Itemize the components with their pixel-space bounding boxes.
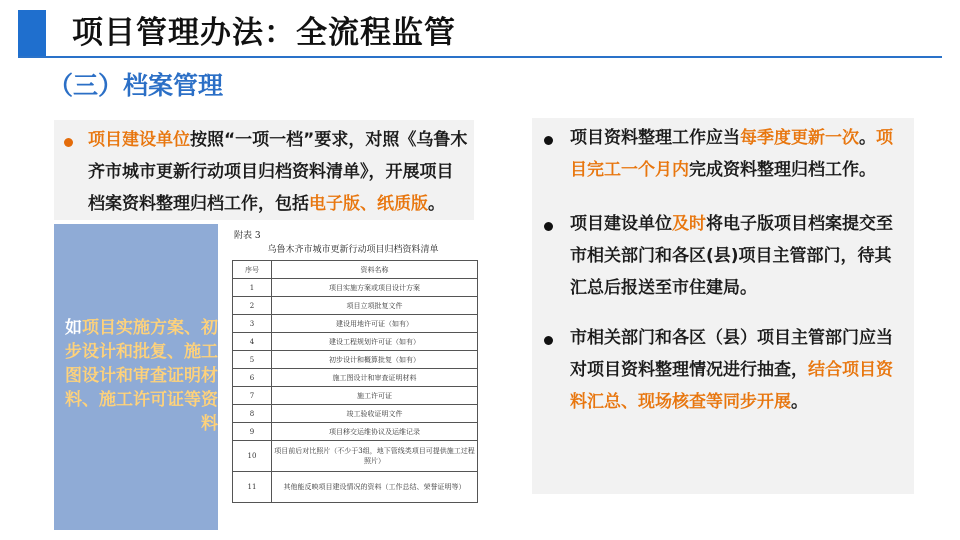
table-row [233,333,478,351]
row-item-name: 初步设计和概算批复（如有） [272,351,478,369]
row-number: 3 [233,315,272,333]
row-item-name: 项目前后对比照片（不少于3组，地下管线类项目可提供施工过程照片） [272,441,478,472]
table-row [233,315,478,333]
title-accent-bar [18,10,46,56]
table-header-cell: 资料名称 [272,261,478,279]
bullet-dot-icon [544,336,553,345]
row-number: 11 [233,472,272,503]
highlight-text: 结合项目资料汇总、现场核查等同步开展 [570,360,893,412]
row-item-name: 项目实施方案或项目设计方案 [272,279,478,297]
row-number: 10 [233,441,272,472]
row-item-name: 建设工程规划许可证（如有） [272,333,478,351]
left-bullet-text [88,124,468,220]
table-row [233,387,478,405]
row-item-name: 竣工验收证明文件 [272,405,478,423]
body-text: 。 [859,128,876,148]
row-item-name: 项目立项批复文件 [272,297,478,315]
row-number: 5 [233,351,272,369]
table-row [233,472,478,503]
bullet-dot-icon [64,138,73,147]
right-bullet-text [570,122,902,186]
right-bullet-text [570,208,902,304]
archive-list-document [222,224,484,530]
row-number: 1 [233,279,272,297]
row-number: 9 [233,423,272,441]
title-divider [18,56,942,58]
bullet-dot-icon [544,136,553,145]
example-box [54,224,218,530]
example-text [54,316,218,436]
doc-title: 乌鲁木齐市城市更新行动项目归档资料清单 [267,245,439,255]
highlight-text: 每季度更新一次 [740,128,859,148]
table-row [233,369,478,387]
highlight-text: 项目完工一个月内 [570,128,893,180]
table-row [233,423,478,441]
body-text: 项目建设单位 [570,214,672,234]
body-text: 。 [428,194,445,214]
row-number: 2 [233,297,272,315]
body-text: 将电子版项目档案提交至市相关部门和各区(县)项目主管部门，待其汇总后报送至市住建局。 [570,214,893,298]
page-title: 项目管理办法：全流程监管 [72,15,456,51]
table-row [233,441,478,472]
table-header-cell: 序号 [233,261,272,279]
body-text: 项目资料整理工作应当 [570,128,740,148]
row-item-name: 建设用地许可证（如有） [272,315,478,333]
row-number: 8 [233,405,272,423]
highlight-text: 电子版、纸质版 [309,194,428,214]
table-row [233,351,478,369]
row-number: 4 [233,333,272,351]
archive-list-table [232,260,478,503]
left-bullet-panel [54,120,474,220]
body-text: 市相关部门和各区（县）项目主管部门应当对项目资料整理情况进行抽查， [570,328,893,380]
body-text: 完成资料整理归档工作。 [689,160,876,180]
row-item-name: 施工图设计和审查证明材料 [272,369,478,387]
row-item-name: 项目移交运维协议及运维记录 [272,423,478,441]
table-row [233,405,478,423]
bullet-dot-icon [544,222,553,231]
row-item-name: 施工许可证 [272,387,478,405]
row-number: 6 [233,369,272,387]
row-number: 7 [233,387,272,405]
table-row [233,297,478,315]
section-title: （三）档案管理 [48,71,224,100]
right-bullet-panel [532,118,914,494]
example-highlight: 项目实施方案、初步设计和批复、施工图设计和审查证明材料、施工许可证等资料 [65,318,218,434]
example-prefix: 如 [65,318,82,338]
row-item-name: 其他能反映项目建设情况的资料（工作总结、荣誉证明等） [272,472,478,503]
body-text: 。 [791,392,808,412]
right-bullet-text [570,322,902,418]
table-header-row [233,261,478,279]
highlight-text: 项目建设单位 [88,130,190,150]
highlight-text: 及时 [672,214,706,234]
table-row [233,279,478,297]
body-text: 按照“一项一档”要求，对照《乌鲁木齐市城市更新行动项目归档资料清单》，开展项目档案资料整理归档工作，包括 [88,130,468,214]
doc-appendix-label: 附表 3 [234,231,261,241]
